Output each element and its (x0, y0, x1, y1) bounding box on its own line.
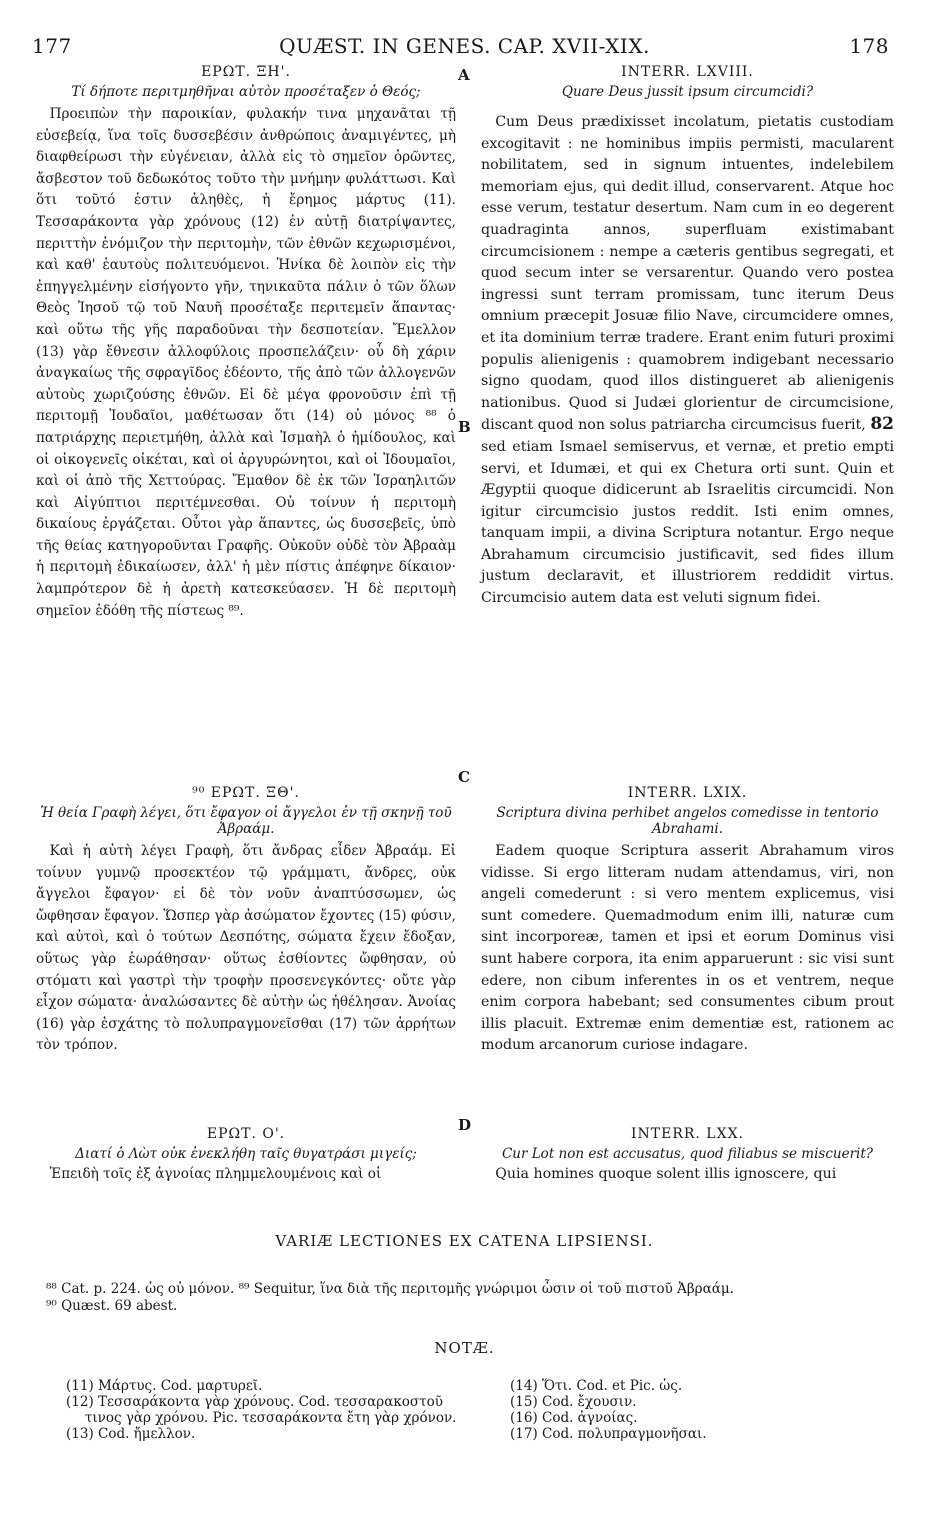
notae-right-column (510, 1378, 890, 1442)
variae-lectiones-heading: VARIÆ LECTIONES EX CATENA LIPSIENSI. (275, 1232, 654, 1250)
right-column-q69 (481, 785, 894, 1057)
note-11: (11) Μάρτυς. Cod. μαρτυρεῖ. (66, 1378, 263, 1394)
note-12: (12) Τεσσαράκοντα γὰρ χρόνους. Cod. τεσσαρακοστοῦ τινος γὰρ χρόνου. Pic. τεσσαράκοντα ἔτη γὰρ χρόνον. (66, 1394, 457, 1426)
variae-line-1: ⁸⁸ Cat. p. 224. ὡς οὐ μόνον. ⁸⁹ Sequitur, ἵνα διὰ τῆς περιτομῆς γνώριμοι ὦσιν οἱ τοῦ πιστοῦ Ἀβραάμ. (46, 1281, 734, 1297)
latin-q69-title: Scriptura divina perhibet angelos comedisse in tentorio Abrahami. (496, 805, 879, 837)
greek-q69-text: Καὶ ἡ αὐτὴ λέγει Γραφὴ, ὅτι ἄνδρας εἶδεν Ἀβραάμ. Εἰ τοίνυν γυμνῷ προσεκτέον τῷ γράμματι, ἄνδρες, οὐκ ἄγγελοι ἔφαγον· εἰ δὲ τὸν νοῦν ἀναπτύσσωμεν, ὡς ὤφθησαν ἔφαγον. Ὥσπερ γὰρ ἀσώματον ἔχοντες (15) φύσιν, καὶ αὐτοὶ, καὶ ὁ τούτων Δεσπότης, σώματα ἔχειν ἔδοξαν, οὕτως γὰρ ἑωράθησαν· οὕτως ἐσθίοντες ὤφθησαν, οὐ στόματι καὶ γαστρὶ τὴν τροφὴν προσενεγκόντες· οὔτε γὰρ εἶχον σώματα· ἀναλώσαντες δὲ αὐτὴν ὡς ἠθέλησαν. Ἀνοίας (16) γὰρ ἐσχάτης τὸ πολυπραγμονεῖσθαι (17) τῶν ἀρρήτων τὸν τρόπον. (36, 843, 456, 1054)
greek-q69-heading: ⁹⁰ ΕΡΩΤ. ΞΘ'. (192, 785, 300, 801)
latin-q68-heading: INTERR. LXVIII. (621, 64, 754, 80)
latin-q70-title: Cur Lot non est accusatus, quod filiabus se miscuerit? (501, 1146, 874, 1162)
latin-q68-text-a: Cum Deus prædixisset incolatum, pietatis custodiam excogitavit : ne hominibus impiis permisti, macularent nobilitatem, sed in signum intuentes, indelebilem memoriam ejus, qui dedit illud, conservarent. Atque hoc esse verum, testatur desertum. Nam cum in eo degerent quadraginta annos, superfluam existimabant circumcisionem : nempe a cæteris gentibus segregati, et quod secum inter se versarentur. Quando vero postea ingressi sunt terram promissam, tunc iterum Deus omnium præcepit Josuæ filio Nave, circumcidere omnes, et ita dominium terræ tradere. Erant enim futuri proximi populis alienigenis : quamobrem indigebant necessario signo quodam, quod illos distingueret ab alienigenis nationibus. Quod si Judæi glorientur de circumcisione, discant quod non solus patriarcha circumcisus fuerit, (481, 114, 894, 434)
latin-q68-text (481, 112, 894, 610)
latin-q70-heading: INTERR. LXX. (630, 1126, 744, 1142)
note-16: (16) Cod. ἀγνοίας. (510, 1410, 638, 1426)
note-17: (17) Cod. πολυπραγμονῆσαι. (510, 1426, 707, 1442)
greek-q70-text: Ἐπειδὴ τοῖς ἐξ ἀγνοίας πλημμελουμένοις καὶ οἱ (49, 1166, 382, 1182)
greek-q68-heading: ΕΡΩΤ. ΞΗ'. (201, 64, 291, 80)
page-number-right: 178 (849, 34, 889, 58)
variae-lectiones (46, 1281, 906, 1315)
latin-q68-title: Quare Deus jussit ipsum circumcidi? (561, 84, 814, 100)
note-13: (13) Cod. ἤμελλον. (66, 1426, 196, 1442)
margin-letter-c: C (458, 768, 470, 786)
left-column-q69 (36, 785, 456, 1057)
notae-heading: NOTÆ. (434, 1339, 495, 1357)
note-15: (15) Cod. ἔχουσιν. (510, 1394, 637, 1410)
page-number-left: 177 (32, 34, 72, 58)
latin-q68-text-b: sed etiam Ismael semiservus, et vernæ, et pretio empti servi, et Idumæi, et qui ex Chetura orti sunt. Quin et Ægyptii quoque didicerunt ab Israelitis circumcidi. Non igitur circumcisio justos reddit. Isti enim omnes, tanquam impii, a divina Scriptura notantur. Ergo neque Abrahamum circumcisio justificavit, sed fides illum justum declaravit, et illustriorem reddidit virtus. Circumcisio autem data est veluti signum fidei. (481, 438, 894, 607)
latin-q69-heading: INTERR. LXIX. (627, 785, 748, 801)
latin-q70-text: Quia homines quoque solent illis ignoscere, qui (495, 1166, 837, 1182)
margin-letter-a: A (458, 66, 470, 84)
right-column (481, 64, 894, 610)
greek-q68-text: Προειπὼν τὴν παροικίαν, φυλακήν τινα μηχανᾶται τῇ εὐσεβείᾳ, ἵνα τοῖς δυσσεβέσιν ἀνθρώποις ἀναμιγέντες, μὴ διαφθείρωσι τὴν εὐγένειαν, ἀλλὰ εἰς τὸ σημεῖον ὁρῶντες, ἄσβεστον τοῦ δεδωκότος τοῦτο τὴν μνήμην φυλάττωσι. Καὶ ὅτι τοῦτό ἐστιν ἀληθὲς, ἡ ἔρημος μάρτυς (11). Τεσσαράκοντα γὰρ χρόνους (12) ἐν αὐτῇ διατρίψαντες, περιττὴν ἐνόμιζον τὴν περιτομὴν, τῶν ἐθνῶν κεχωρισμένοι, καὶ καθ' ἑαυτοὺς πολιτευόμενοι. Ἡνίκα δὲ λοιπὸν εἰς τὴν ἐπηγγελμένην εἰσήγοντο γῆν, τηνικαῦτα πάλιν ὁ τῶν ὅλων Θεὸς Ἰησοῦ τῷ τοῦ Ναυῆ προσέταξε περιτεμεῖν ἅπαντας· καὶ οὕτω τῆς γῆς παραδοῦναι τὴν δεσποτείαν. Ἔμελλον (13) γὰρ ἔθνεσιν ἀλλοφύλοις προσπελάζειν· οὗ δὴ χάριν ἀναγκαίως τῆς σφραγῖδος ἐδέοντο, τῆς ἀπὸ τῶν ἀλλογενῶν αὐτοὺς χωριζούσης ἐθνῶν. Εἰ δὲ μέγα φρονοῦσιν ἐπὶ τῇ περιτομῇ Ἰουδαῖοι, μαθέτωσαν ὅτι (14) οὐ μόνος ⁸⁸ ὁ πατριάρχης περιετμήθη, ἀλλὰ καὶ Ἰσμαὴλ ὁ ἡμίδουλος, καὶ οἱ οἰκογενεῖς οἰκέται, καὶ οἱ ἀργυρώνητοι, καὶ οἱ Ἰδουμαῖοι, καὶ οἱ ἀπὸ τῆς Χεττούρας. Ἔμαθον δὲ ἐκ τῶν Ἰσραηλιτῶν καὶ Αἰγύπτιοι περιτέμνεσθαι. Οὐ τοίνυν ἡ περιτομὴ δικαίους ἐργάζεται. Οὗτοι γὰρ ἅπαντες, ὡς δυσσεβεῖς, ὑπὸ τῆς θείας κατηγοροῦνται Γραφῆς. Οὐκοῦν οὐδὲ τὸν Ἀβραὰμ ἡ περιτομὴ ἐδικαίωσεν, ἀλλ' ἡ μὲν πίστις ἀπέφηνε δίκαιον· λαμπρότερον δὲ ἡ ἀρετὴ κατεσκεύασεν. Ἡ δὲ περιτομὴ σημεῖον ἐδόθη τῆς πίστεως ⁸⁹. (36, 106, 456, 619)
left-column-q70 (36, 1126, 456, 1186)
left-column (36, 64, 456, 622)
margin-letter-b: B (458, 418, 471, 436)
right-column-q70 (481, 1126, 894, 1186)
greek-q70-title: Διατί ὁ Λὼτ οὐκ ἐνεκλήθη ταῖς θυγατράσι μιγείς; (75, 1146, 417, 1162)
notae-left-column (66, 1378, 461, 1442)
running-title: QUÆST. IN GENES. CAP. XVII-XIX. (279, 34, 650, 58)
variae-line-2: ⁹⁰ Quæst. 69 abest. (46, 1298, 178, 1314)
greek-q68-title: Τί δήποτε περιτμηθῆναι αὐτὸν προσέταξεν ὁ Θεός; (71, 84, 421, 100)
margin-letter-d: D (458, 1116, 472, 1134)
note-14: (14) Ὅτι. Cod. et Pic. ὡς. (510, 1378, 683, 1394)
greek-q69-title: Ἡ θεία Γραφὴ λέγει, ὅτι ἔφαγον οἱ ἄγγελοι ἐν τῇ σκηνῇ τοῦ Ἀβραάμ. (40, 805, 452, 837)
latin-q69-text: Eadem quoque Scriptura asserit Abrahamum viros vidisse. Si ergo litteram nudam attendamus, viri, non angeli comederunt : si vero mentem explicemus, visi sunt comedere. Quemadmodum enim illi, naturæ cum sint incorporeæ, tamen et ipsi et eorum Dominus visi sunt habere corpora, ita enim apparuerunt : sic visi sunt edere, non cibum inferentes in os et ventrem, neque enim corpora habebant; sed consumentes cibum prout illis placuit. Extremæ enim dementiæ est, rationem ac modum arcanorum curiose indagare. (481, 843, 894, 1054)
greek-q70-heading: ΕΡΩΤ. Ο'. (206, 1126, 286, 1142)
column-reference-number: 82 (870, 414, 894, 435)
